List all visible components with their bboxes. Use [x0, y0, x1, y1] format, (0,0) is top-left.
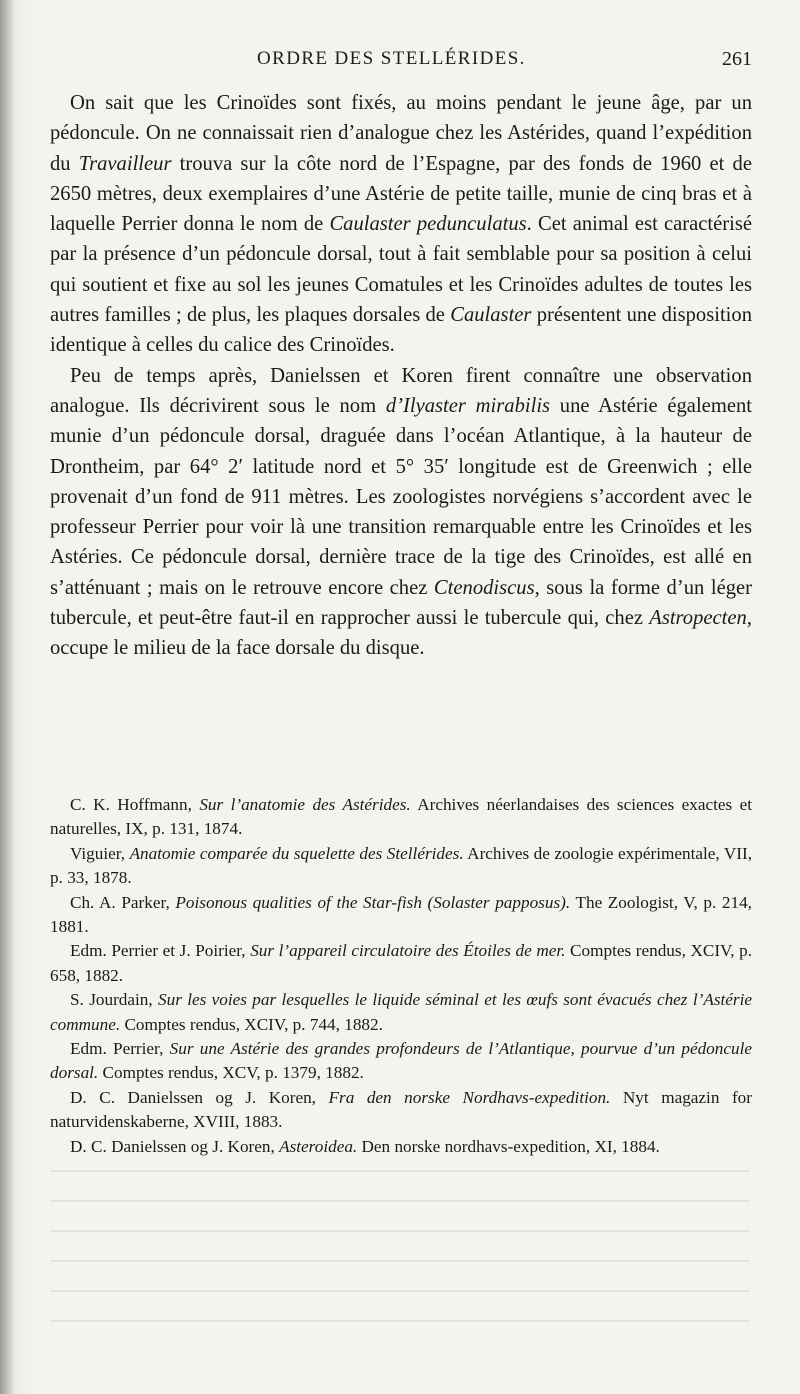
ref-source: Archives de zoologie expérimentale, VII, p. 33, 1878. [50, 843, 752, 888]
page-number: 261 [722, 48, 752, 70]
ref-source: Comptes rendus, XCIV, p. 658, 1882. [50, 941, 752, 985]
ref-title: Anatomie comparée du squelette des Stellérides. [129, 843, 464, 863]
reference-item [50, 1086, 752, 1135]
text-run: On sait que les Crinoïdes sont fixés, au moins pendant le jeune âge, par un pédoncule. On ne connaissait rien d’analogue chez les Astérides, quand l’expédition du [50, 92, 752, 175]
ref-source: Den norske nordhavs-expedition, XI, 1884. [357, 1136, 660, 1156]
page-gutter-shadow [0, 0, 14, 1394]
ref-source: Comptes rendus, XCV, p. 1379, 1882. [98, 1063, 364, 1083]
main-text [50, 88, 752, 664]
reference-item [50, 793, 752, 842]
italic-run: Caulaster pedunculatus [329, 213, 527, 236]
ref-title: Poisonous qualities of the Star-fish (Solaster papposus). [175, 892, 571, 912]
reference-item [50, 939, 752, 988]
page-header [50, 48, 752, 78]
italic-run: d’Ilyaster mirabilis [385, 394, 551, 417]
reference-item [50, 1037, 752, 1086]
ref-source: Comptes rendus, XCIV, p. 744, 1882. [120, 1014, 383, 1034]
text-run: une Astérie également munie d’un pédoncule dorsal, draguée dans l’océan Atlantique, à la hauteur de Drontheim, par 64° 2′ latitude nord et 5° 35′ longitude est de Greenwich ; elle provenait d’un fond de 911 mètres. Les zoologistes norvégiens s’accordent avec le professeur Perrier pour voir là une transition remarquable entre les Crinoïdes et les Astéries. Ce pédoncule dorsal, dernière trace de la tige des Crinoïdes, est allé en s’atténuant ; mais on le retrouve encore chez [50, 394, 752, 599]
ref-authors: D. C. Danielssen og J. Koren, [70, 1087, 329, 1107]
ref-source: The Zoologist, V, p. 214, 1881. [50, 892, 752, 937]
ref-source: Nyt magazin for naturvidenskaberne, XVIII, 1883. [50, 1087, 753, 1132]
running-head: ORDRE DES STELLÉRIDES. [257, 48, 526, 69]
text-run: , sous la forme d’un léger tubercule, et peut-être faut-il en rapprocher aussi le tubercule qui, chez [50, 576, 753, 630]
ref-authors: Viguier, [70, 843, 130, 863]
reference-item [50, 988, 752, 1037]
ref-authors: Edm. Perrier et J. Poirier, [70, 941, 251, 961]
text-run: trouva sur la côte nord de l’Espagne, par des fonds de 1960 et de 2650 mètres, deux exemplaires d’une Astérie de petite taille, munie de cinq bras et à laquelle Perrier donna le nom de [50, 152, 752, 236]
paragraph-1 [50, 88, 752, 361]
italic-run: Travailleur [78, 152, 172, 175]
ref-title: Fra den norske Nordhavs-expedition. [328, 1087, 611, 1107]
text-run: , occupe le milieu de la face dorsale du disque. [50, 607, 752, 660]
ref-authors: C. K. Hoffmann, [70, 795, 200, 814]
italic-run: Caulaster [450, 304, 532, 327]
ref-source: Archives néerlandaises des sciences exactes et naturelles, IX, p. 131, 1874. [50, 795, 752, 839]
ref-title: Sur une Astérie des grandes profondeurs de l’Atlantique, pourvue d’un pédoncule dorsal. [50, 1039, 752, 1083]
ref-title: Sur les voies par lesquelles le liquide séminal et les œufs sont évacués chez l’Astérie commune. [50, 990, 753, 1034]
ref-authors: Edm. Perrier, [70, 1039, 170, 1059]
text-run: Peu de temps après, Danielssen et Koren firent connaître une observation analogue. Ils décrivirent sous le nom [50, 364, 752, 417]
ref-authors: S. Jourdain, [70, 990, 159, 1010]
italic-run: Astropecten [649, 607, 747, 630]
paragraph-2 [50, 361, 752, 664]
ref-title: Sur l’appareil circulatoire des Étoiles de mer. [250, 941, 566, 961]
bibliography [50, 793, 752, 1159]
show-through-texture [50, 1150, 750, 1350]
reference-item [50, 842, 752, 891]
ref-authors: D. C. Danielssen og J. Koren, [70, 1136, 280, 1156]
ref-authors: Ch. A. Parker, [70, 892, 176, 912]
ref-title: Sur l’anatomie des Astérides. [199, 795, 411, 814]
italic-run: Ctenodiscus [433, 576, 535, 599]
ref-title: Asteroidea. [279, 1136, 358, 1156]
text-run: . Cet animal est caractérisé par la présence d’un pédoncule dorsal, tout à fait semblable pour sa position à celui qui soutient et fixe au sol les jeunes Comatules et les Crinoïdes adultes de toutes les autres familles ; de plus, les plaques dorsales de [50, 213, 752, 327]
reference-item [50, 891, 752, 940]
text-run: présentent une disposition identique à celles du calice des Crinoïdes. [50, 304, 752, 357]
